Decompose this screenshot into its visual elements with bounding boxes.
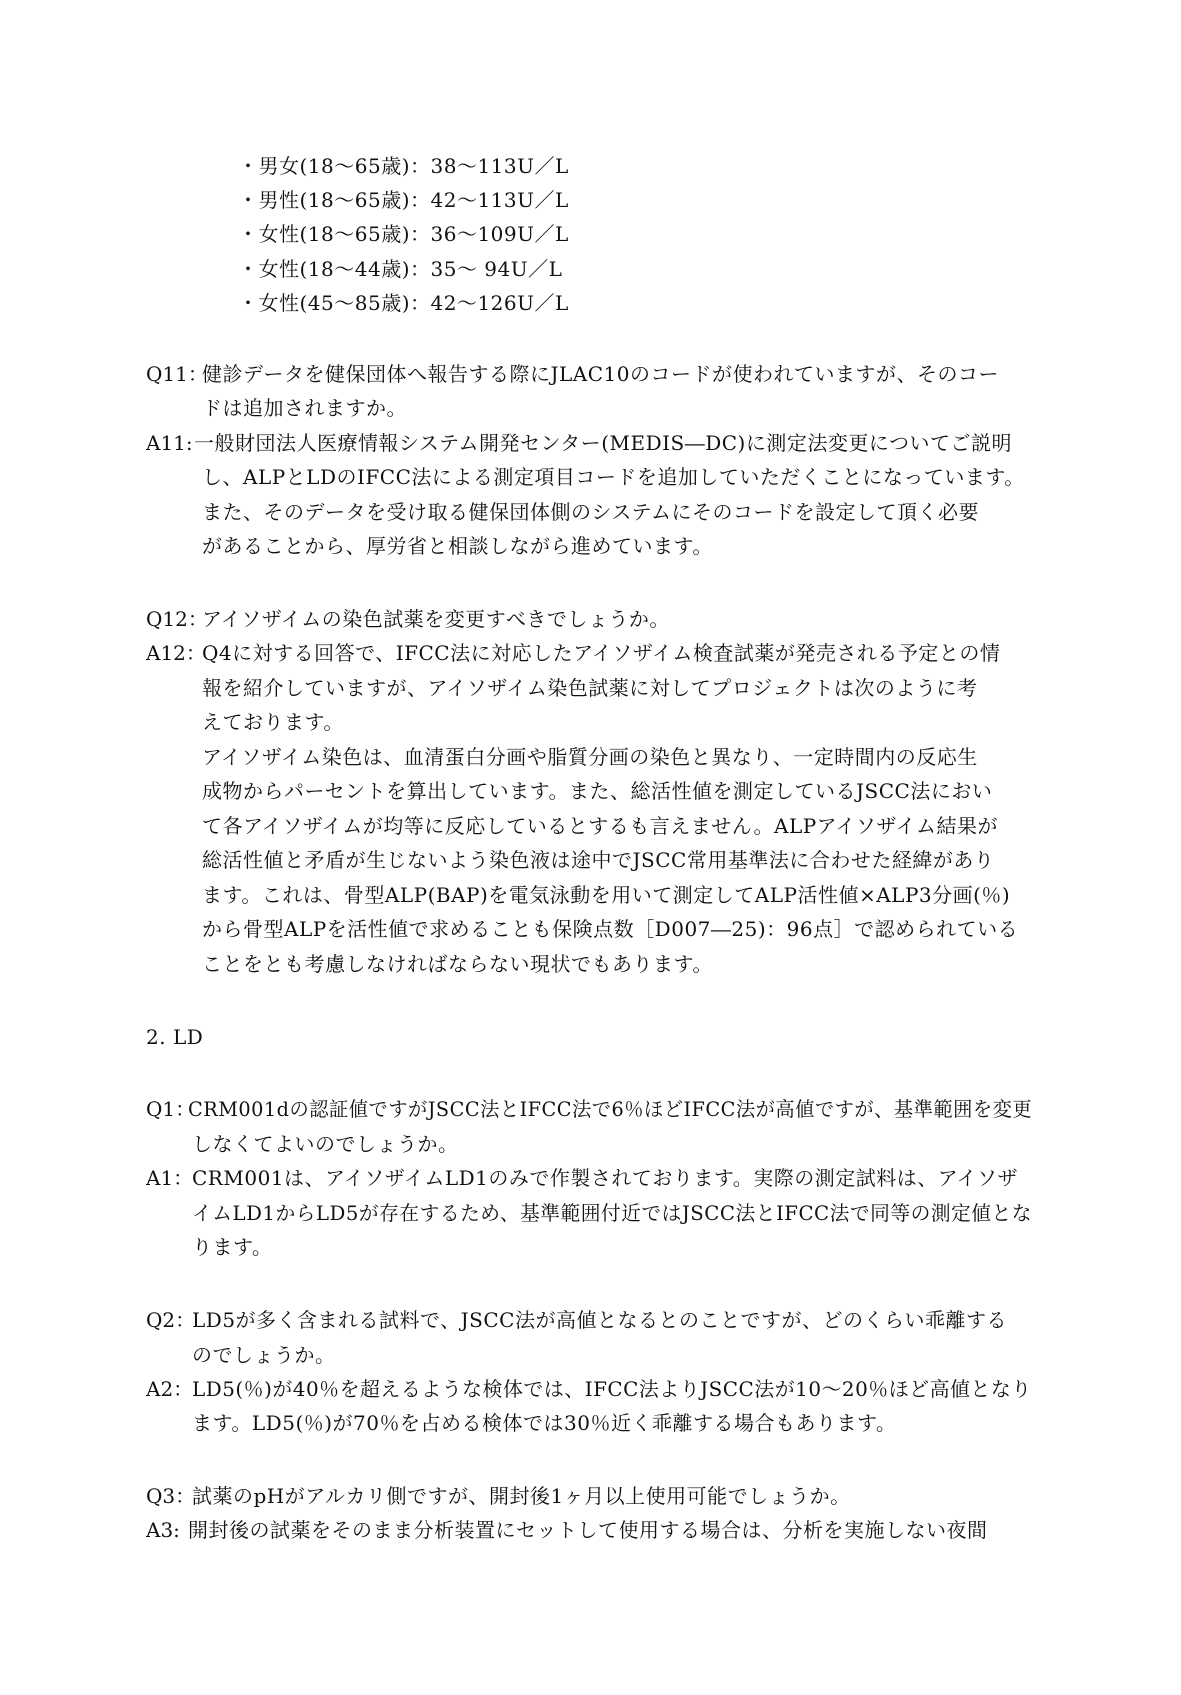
answer-text-line: ことをとも考慮しなければならない現状でもあります。 xyxy=(202,952,713,976)
answer-text-line: Q4に対する回答で、IFCC法に対応したアイソザイム検査試薬が発売される予定との情 xyxy=(202,641,1001,665)
answer-text-line: ります。 xyxy=(192,1235,273,1259)
answer-text-line: イムLD1からLD5が存在するため、基準範囲付近ではJSCC法とIFCC法で同等の測定値とな xyxy=(192,1201,1032,1225)
answer-text-line: から骨型ALPを活性値で求めることも保険点数［D007―25)：96点］で認められている xyxy=(202,917,1019,941)
answer-text-line: LD5(％)が40％を超えるような検体では、IFCC法よりJSCC法が10～20％ほど高値となり xyxy=(192,1377,1032,1401)
question-text-line: ドは追加されますか。 xyxy=(202,396,407,420)
question-text-line: しなくてよいのでしょうか。 xyxy=(192,1132,459,1156)
reference-range-item: ・女性(18～65歳)：36～109U／L xyxy=(238,222,569,246)
question-text-line: CRM001dの認証値ですがJSCC法とIFCC法で6％ほどIFCC法が高値ですが、基準範囲を変更 xyxy=(188,1097,1033,1121)
reference-range-item: ・女性(18～44歳)：35～ 94U／L xyxy=(238,257,563,281)
answer-text-line: があることから、厚労省と相談しながら進めています。 xyxy=(202,534,713,558)
question-label: Q2： xyxy=(146,1308,196,1332)
answer-text-line: 報を紹介していますが、アイソザイム染色試薬に対してプロジェクトは次のように考 xyxy=(202,676,978,700)
answer-text-line: また、そのデータを受け取る健保団体側のシステムにそのコードを設定して頂く必要 xyxy=(202,500,979,524)
answer-text-line: て各アイソザイムが均等に反応しているとするも言えません。ALPアイソザイム結果が xyxy=(202,814,998,838)
answer-label: A11: xyxy=(146,431,193,455)
answer-label: A12： xyxy=(146,641,206,665)
answer-text-line: 成物からパーセントを算出しています。また、総活性値を測定しているJSCC法におい xyxy=(202,779,993,803)
answer-text-line: し、ALPとLDのIFCC法による測定項目コードを追加していただくことになっています。 xyxy=(202,465,1025,489)
answer-text-line: 開封後の試薬をそのまま分析装置にセットして使用する場合は、分析を実施しない夜間 xyxy=(188,1518,988,1542)
answer-label: A3: xyxy=(146,1518,180,1542)
answer-text-line: ます。これは、骨型ALP(BAP)を電気泳動を用いて測定してALP活性値×ALP3分画(％) xyxy=(202,883,1011,907)
answer-text-line: アイソザイム染色は、血清蛋白分画や脂質分画の染色と異なり、一定時間内の反応生 xyxy=(202,745,978,769)
answer-label: A1： xyxy=(146,1166,194,1190)
answer-text-line: 総活性値と矛盾が生じないよう染色液は途中でJSCC常用基準法に合わせた経緯があり xyxy=(202,848,995,872)
question-text-line: 試薬のpHがアルカリ側ですが、開封後1ヶ月以上使用可能でしょうか。 xyxy=(192,1484,851,1508)
question-label: Q12： xyxy=(146,607,208,631)
reference-range-item: ・男女(18～65歳)：38～113U／L xyxy=(238,154,569,178)
answer-text-line: CRM001は、アイソザイムLD1のみで作製されております。実際の測定試料は、アイソザ xyxy=(192,1166,1018,1190)
answer-text-line: ます。LD5(％)が70％を占める検体では30％近く乖離する場合もあります。 xyxy=(192,1411,897,1435)
reference-range-item: ・男性(18～65歳)：42～113U／L xyxy=(238,188,569,212)
question-text-line: アイソザイムの染色試薬を変更すべきでしょうか。 xyxy=(202,607,670,631)
section-heading: 2. LD xyxy=(146,1025,204,1049)
answer-text-line: えております。 xyxy=(202,710,344,734)
answer-label: A2： xyxy=(146,1377,194,1401)
question-text-line: 健診データを健保団体へ報告する際にJLAC10のコードが使われていますが、そのコー xyxy=(202,362,999,386)
question-label: Q3： xyxy=(146,1484,196,1508)
question-label: Q11： xyxy=(146,362,208,386)
reference-range-item: ・女性(45～85歳)：42～126U／L xyxy=(238,291,569,315)
question-label: Q1： xyxy=(146,1097,196,1121)
answer-text-line: 一般財団法人医療情報システム開発センター(MEDIS―DC)に測定法変更についてご説明 xyxy=(194,431,1012,455)
question-text-line: LD5が多く含まれる試料で、JSCC法が高値となるとのことですが、どのくらい乖離する xyxy=(192,1308,1007,1332)
question-text-line: のでしょうか。 xyxy=(192,1343,336,1367)
